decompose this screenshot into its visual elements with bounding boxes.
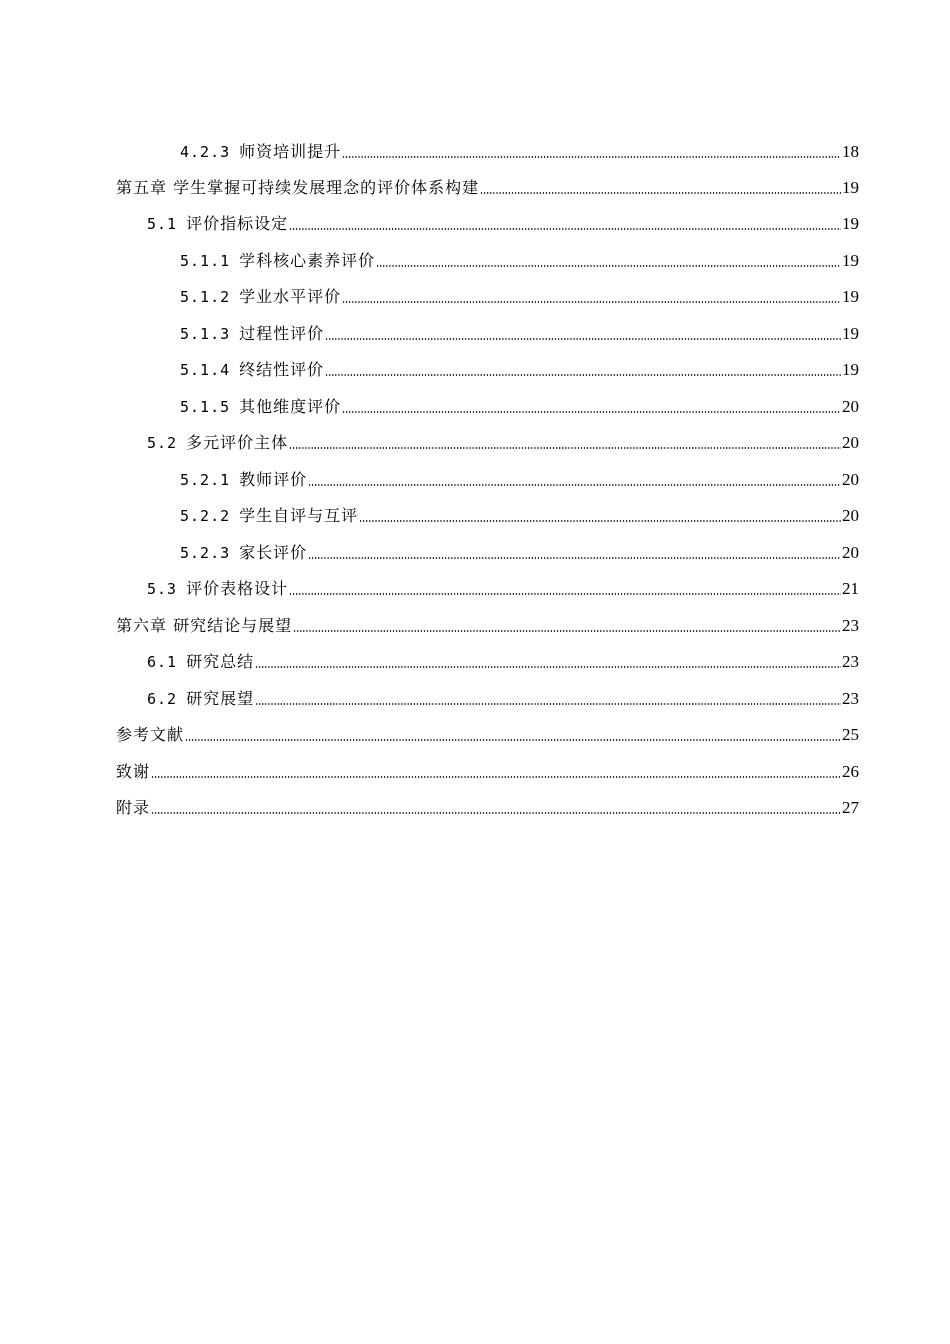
toc-entry-title: 教师评价 [239,470,308,489]
toc-entry-page: 19 [842,287,859,306]
toc-entry-5-2-1[interactable] [180,466,859,490]
toc-entry-page: 23 [842,652,859,671]
toc-entry-title: 学业水平评价 [239,287,342,306]
toc-entry-title: 评价指标设定 [186,214,289,233]
toc-entry-page: 25 [842,725,859,744]
toc-dot-leader [376,265,841,267]
toc-entry-number: 5.1.1 [180,252,231,270]
toc-dot-leader [289,447,841,449]
toc-entry-page: 21 [842,579,859,598]
toc-entry-6-2[interactable] [147,685,859,709]
toc-entry-acknowledgements[interactable] [116,758,859,782]
toc-entry-5-3[interactable] [147,575,859,599]
toc-entry-page: 19 [842,251,859,270]
toc-entry-title: 多元评价主体 [186,433,289,452]
toc-entry-number: 5.1 [147,215,178,233]
toc-dot-leader [308,484,841,486]
toc-entry-number: 5.3 [147,580,178,598]
toc-dot-leader [255,666,841,668]
toc-dot-leader [185,739,841,741]
toc-entry-number: 5.2.1 [180,471,231,489]
toc-entry-chapter-5[interactable] [116,174,859,198]
toc-entry-5-2-2[interactable] [180,502,859,526]
toc-entry-number: 6.2 [147,690,178,708]
toc-entry-number: 6.1 [147,653,178,671]
toc-entry-title: 终结性评价 [239,360,325,379]
toc-entry-number: 5.2 [147,434,178,452]
toc-dot-leader [342,301,841,303]
toc-entry-number: 5.1.5 [180,398,231,416]
toc-entry-page: 27 [842,798,859,817]
toc-entry-title: 其他维度评价 [239,397,342,416]
toc-entry-title: 学生自评与互评 [239,506,359,525]
toc-entry-title: 第六章 研究结论与展望 [116,616,293,635]
toc-dot-leader [255,703,841,705]
toc-entry-title: 研究展望 [186,689,255,708]
toc-entry-title: 研究总结 [186,652,255,671]
toc-entry-number: 5.1.3 [180,325,231,343]
toc-entry-title: 学科核心素养评价 [239,251,376,270]
toc-entry-title: 评价表格设计 [186,579,289,598]
toc-entry-title: 附录 [116,798,151,817]
toc-entry-appendix[interactable] [116,794,859,818]
toc-entry-6-1[interactable] [147,648,859,672]
toc-entry-5-1-3[interactable] [180,320,859,344]
toc-entry-page: 20 [842,506,859,525]
toc-entry-5-1-5[interactable] [180,393,859,417]
toc-entry-title: 过程性评价 [239,324,325,343]
toc-entry-number: 5.2.3 [180,544,231,562]
toc-entry-page: 19 [842,360,859,379]
toc-entry-page: 19 [842,324,859,343]
toc-entry-5-1-1[interactable] [180,247,859,271]
toc-entry-5-1[interactable] [147,210,859,234]
toc-entry-number: 5.1.2 [180,288,231,306]
toc-entry-title: 师资培训提升 [239,142,342,161]
toc-entry-page: 20 [842,397,859,416]
toc-entry-page: 18 [842,142,859,161]
toc-entry-chapter-6[interactable] [116,612,859,636]
toc-entry-page: 23 [842,689,859,708]
toc-entry-4-2-3[interactable] [180,138,859,162]
toc-entry-page: 20 [842,543,859,562]
toc-entry-number: 5.1.4 [180,361,231,379]
toc-dot-leader [308,557,841,559]
toc-dot-leader [480,192,841,194]
toc-entry-number: 5.2.2 [180,507,231,525]
toc-dot-leader [359,520,841,522]
toc-entry-5-2[interactable] [147,429,859,453]
toc-entry-number: 4.2.3 [180,143,231,161]
toc-dot-leader [289,593,841,595]
toc-dot-leader [151,776,841,778]
toc-entry-5-1-2[interactable] [180,283,859,307]
toc-dot-leader [289,228,841,230]
toc-entry-page: 23 [842,616,859,635]
toc-entry-references[interactable] [116,721,859,745]
toc-dot-leader [151,812,841,814]
toc-entry-5-2-3[interactable] [180,539,859,563]
toc-entry-title: 致谢 [116,762,151,781]
toc-entry-page: 26 [842,762,859,781]
toc-entry-page: 20 [842,470,859,489]
toc-dot-leader [342,411,841,413]
toc-dot-leader [293,630,841,632]
toc-dot-leader [325,374,841,376]
toc-entry-title: 家长评价 [239,543,308,562]
toc-entry-page: 19 [842,178,859,197]
toc-dot-leader [325,338,841,340]
toc-dot-leader [342,156,841,158]
toc-entry-title: 参考文献 [116,725,185,744]
toc-entry-page: 19 [842,214,859,233]
toc-entry-title: 第五章 学生掌握可持续发展理念的评价体系构建 [116,178,480,197]
toc-entry-5-1-4[interactable] [180,356,859,380]
toc-entry-page: 20 [842,433,859,452]
